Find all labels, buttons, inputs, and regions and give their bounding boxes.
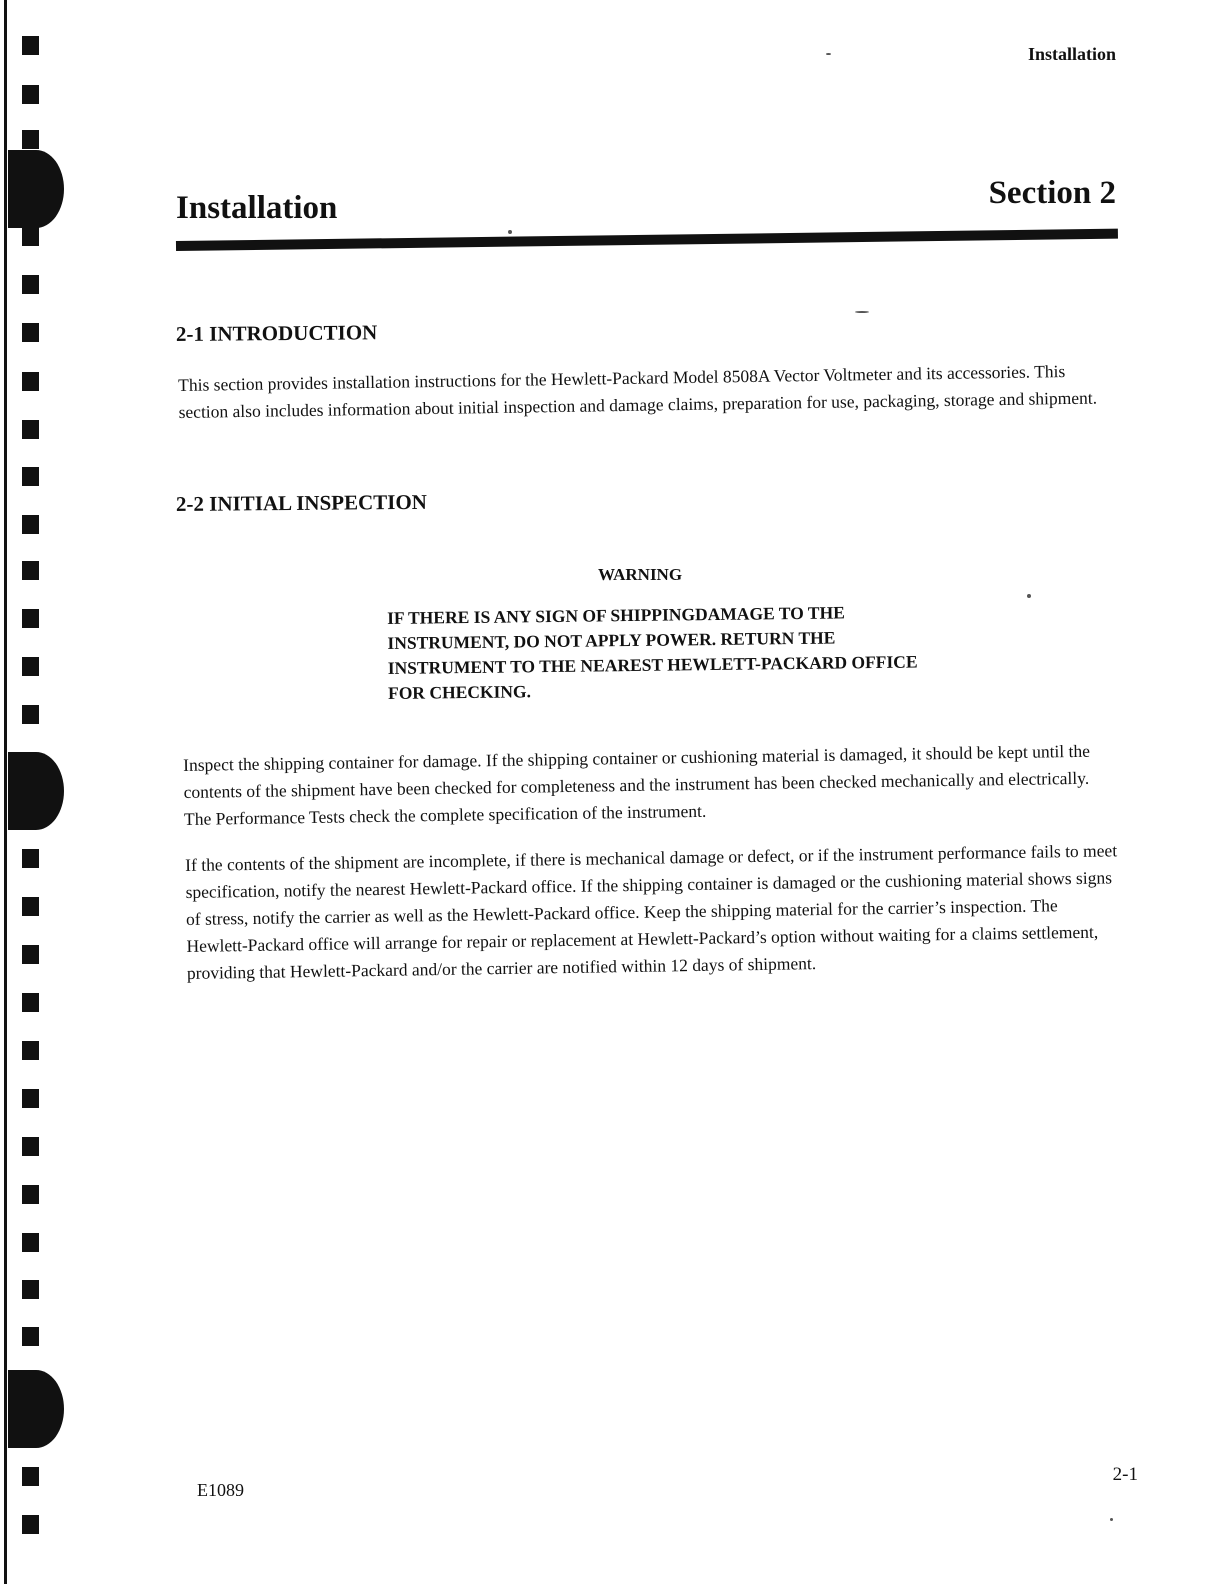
punch-hole bbox=[22, 36, 39, 55]
scan-speck bbox=[508, 230, 512, 234]
punch-hole bbox=[22, 1280, 39, 1299]
punch-hole bbox=[22, 897, 39, 916]
scan-speck bbox=[1027, 594, 1031, 598]
inspection-paragraph: Inspect the shipping container for damage. If the shipping container or cushioning material is damaged, it should be kept until the contents of the shipment have been checked for completeness and the instrument has been checked mechanically and electrically. The Performance Tests check the complete specification of the instrument. bbox=[183, 740, 1091, 829]
introduction-paragraph: This section provides installation instructions for the Hewlett-Packard Model 8508A Vector Voltmeter and its accessories. This section also includes information about initial inspection and damage claims, preparation for use, packaging, storage and shipment. bbox=[178, 361, 1098, 422]
punch-hole bbox=[22, 85, 39, 104]
punch-hole bbox=[22, 420, 39, 439]
binder-ring-shadow bbox=[8, 150, 64, 228]
punch-hole bbox=[22, 945, 39, 964]
punch-hole bbox=[22, 227, 39, 246]
binding-edge-line bbox=[4, 0, 7, 1584]
punch-hole bbox=[22, 1233, 39, 1252]
scan-speck bbox=[855, 311, 869, 313]
punch-hole bbox=[22, 467, 39, 486]
page-number: 2-1 bbox=[1112, 1464, 1138, 1485]
punch-hole bbox=[22, 372, 39, 391]
section-heading-introduction: 2-1 INTRODUCTION bbox=[175, 320, 378, 346]
punch-hole bbox=[22, 609, 39, 628]
section-label: Section 2 bbox=[988, 175, 1116, 211]
punch-hole bbox=[22, 323, 39, 342]
inspection-paragraph: If the contents of the shipment are incomplete, if there is mechanical damage or defect, or if the instrument performance fails to meet specification, notify the nearest Hewlett-Packard office. If the shipping container is damaged or the cushioning material shows signs of stress, notify the carrier as well as the Hewlett-Packard office. Keep the shipping material for the carrier’s inspection. The Hewlett-Packard office will arrange for repair or replacement at Hewlett-Packard’s option without waiting for a claims settlement, providing that Hewlett-Packard and/or the carrier are notified within 12 days of shipment. bbox=[185, 840, 1118, 983]
punch-hole bbox=[22, 705, 39, 724]
punch-hole bbox=[22, 849, 39, 868]
punch-hole bbox=[22, 275, 39, 294]
punch-hole bbox=[22, 561, 39, 580]
warning-text: IF THERE IS ANY SIGN OF SHIPPINGDAMAGE TO THE INSTRUMENT, DO NOT APPLY POWER. RETURN THE INSTRUMENT TO THE NEAREST HEWLETT-PACKARD OFFICE FOR CHECKING. bbox=[387, 602, 918, 703]
scan-speck bbox=[1110, 1518, 1113, 1521]
chapter-title: Installation bbox=[176, 190, 338, 226]
punch-hole bbox=[22, 130, 39, 149]
scan-speck bbox=[826, 53, 831, 55]
binder-ring-shadow bbox=[8, 752, 64, 830]
punch-hole bbox=[22, 993, 39, 1012]
punch-hole bbox=[22, 1137, 39, 1156]
punch-hole bbox=[22, 657, 39, 676]
punch-hole bbox=[22, 1327, 39, 1346]
punch-hole bbox=[22, 515, 39, 534]
punch-hole bbox=[22, 1089, 39, 1108]
punch-hole bbox=[22, 1515, 39, 1534]
running-head: Installation bbox=[1027, 44, 1116, 64]
title-rule bbox=[176, 229, 1118, 251]
section-heading-initial-inspection: 2-2 INITIAL INSPECTION bbox=[175, 489, 427, 516]
document-code: E1089 bbox=[197, 1480, 244, 1500]
binder-ring-shadow bbox=[8, 1370, 64, 1448]
warning-label: WARNING bbox=[598, 565, 683, 584]
punch-hole bbox=[22, 1185, 39, 1204]
punch-hole bbox=[22, 1041, 39, 1060]
punch-hole bbox=[22, 1467, 39, 1486]
